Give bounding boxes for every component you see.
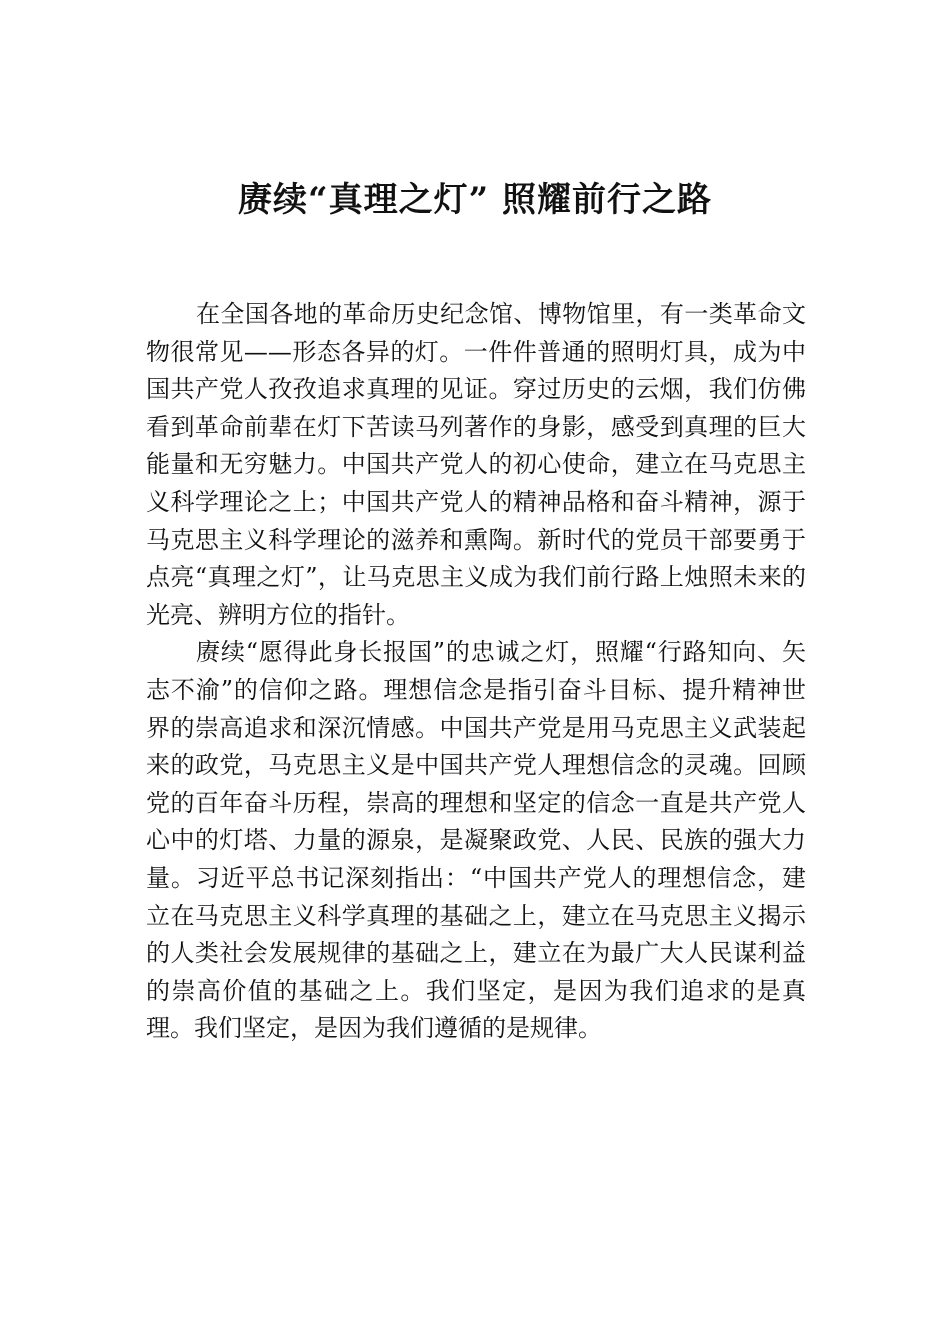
document-title: 赓续“真理之灯” 照耀前行之路 <box>238 180 712 220</box>
paragraph-1: 在全国各地的革命历史纪念馆、博物馆里，有一类革命文物很常见——形态各异的灯。一件件普通的照明灯具，成为中国共产党人孜孜追求真理的见证。穿过历史的云烟，我们仿佛看到革命前辈在灯下苦读马列著作的身影，感受到真理的巨大能量和无穷魅力。中国共产党人的初心使命，建立在马克思主义科学理论之上；中国共产党人的精神品格和奋斗精神，源于马克思主义科学理论的滋养和熏陶。新时代的党员干部要勇于点亮“真理之灯”，让马克思主义成为我们前行路上烛照未来的光亮、辨明方位的指针。 <box>146 300 806 629</box>
paragraph-2: 赓续“愿得此身长报国”的忠诚之灯，照耀“行路知向、矢志不渝”的信仰之路。理想信念是指引奋斗目标、提升精神世界的崇高追求和深沉情感。中国共产党是用马克思主义武装起来的政党，马克思主义是中国共产党人理想信念的灵魂。回顾党的百年奋斗历程，崇高的理想和坚定的信念一直是共产党人心中的灯塔、力量的源泉，是凝聚政党、人民、民族的强大力量。习近平总书记深刻指出：“中国共产党人的理想信念，建立在马克思主义科学真理的基础之上，建立在马克思主义揭示的人类社会发展规律的基础之上，建立在为最广大人民谋利益的崇高价值的基础之上。我们坚定，是因为我们追求的是真理。我们坚定，是因为我们遵循的是规律。 <box>146 638 806 1043</box>
document-body <box>146 296 806 1048</box>
